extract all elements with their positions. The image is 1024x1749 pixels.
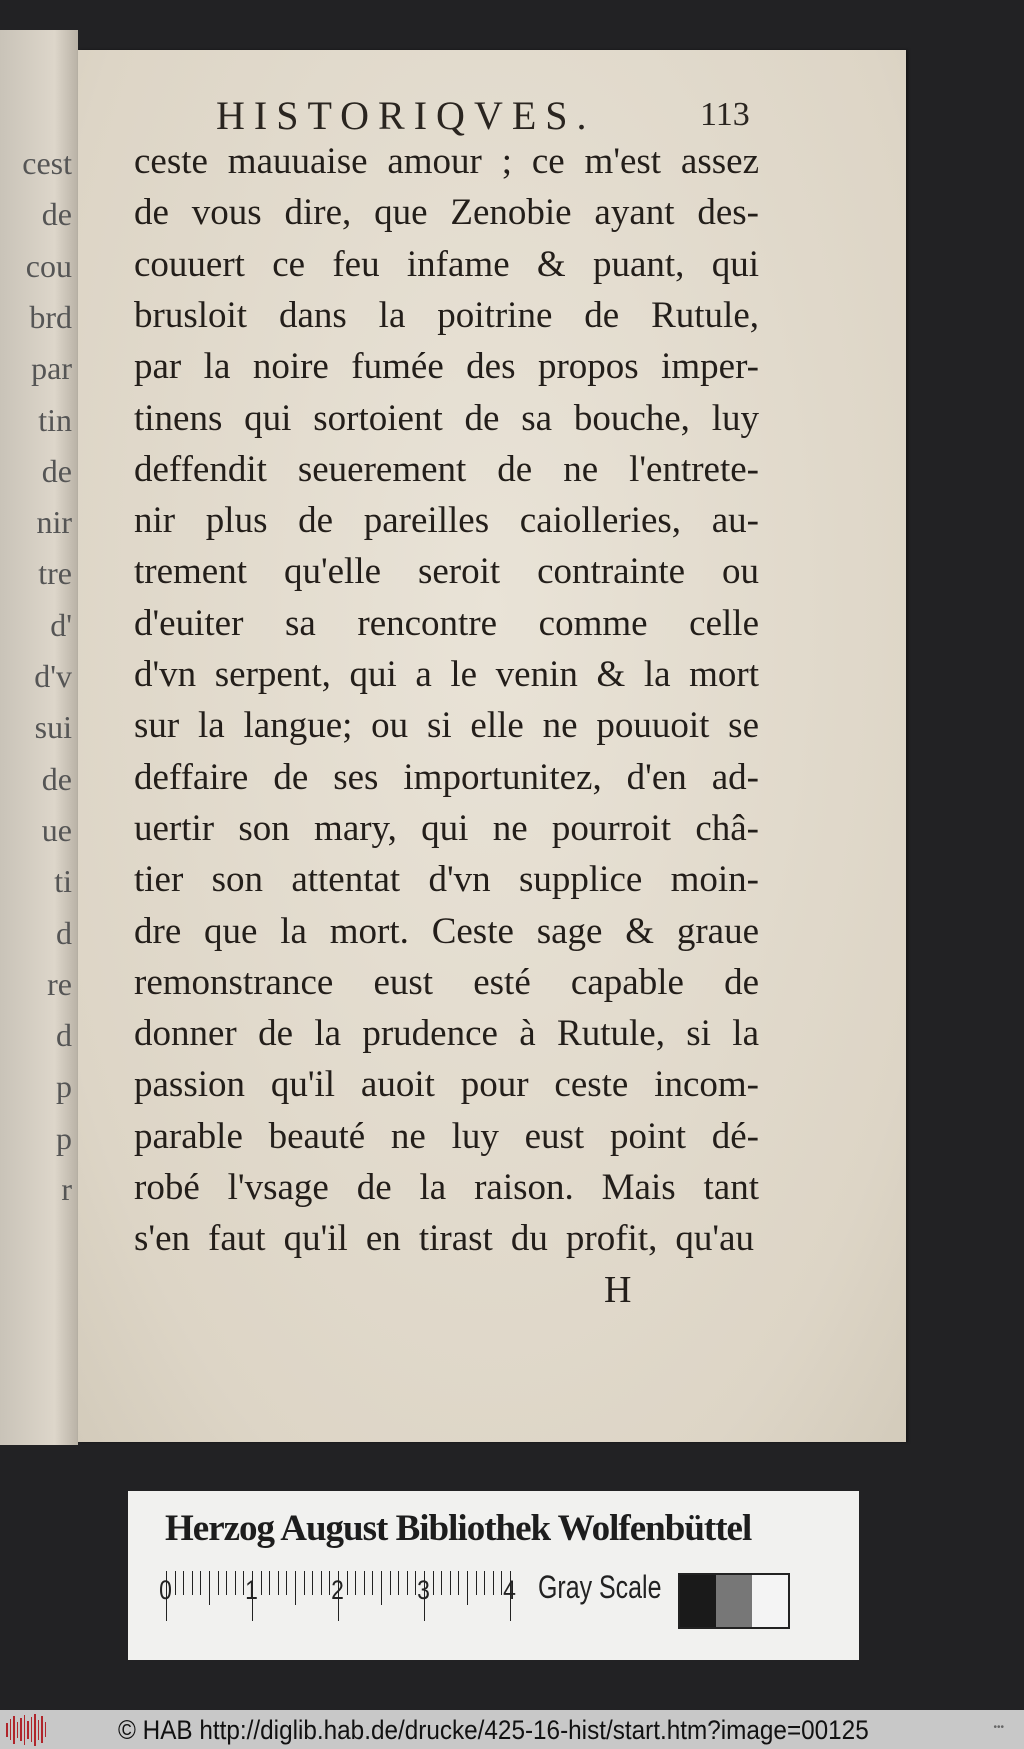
gray-scale-label: Gray Scale: [538, 1569, 662, 1605]
ruler-tick: [261, 1571, 262, 1595]
color-scale-card: [128, 1491, 859, 1660]
facing-page-fragment: cest: [22, 145, 72, 181]
text-line: robé l'vsage de la raison. Mais tant: [134, 1167, 759, 1208]
facing-page-fragment: brd: [29, 298, 72, 335]
logo-bar: [24, 1715, 26, 1745]
text-line: dre que la mort. Ceste sage & graue: [134, 910, 759, 952]
ruler-tick: [312, 1571, 313, 1595]
ruler-tick: [441, 1571, 442, 1595]
text-line: uertir son mary, qui ne pourroit châ-: [134, 807, 759, 849]
ruler-tick: [321, 1571, 322, 1595]
facing-page-fragment: re: [47, 965, 72, 1002]
footer-url[interactable]: © HAB http://diglib.hab.de/drucke/425-16-hist/start.htm?image=00125: [118, 1715, 869, 1745]
facing-page-fragment: ti: [54, 863, 72, 900]
text-line: deffaire de ses importunitez, d'en ad-: [134, 756, 759, 798]
logo-bar: [34, 1714, 36, 1746]
more-icon[interactable]: •••: [993, 1722, 1004, 1733]
facing-page-fragment: d': [50, 606, 72, 643]
text-line: d'vn serpent, qui a le venin & la mort: [134, 654, 759, 695]
ruler-number: 0: [159, 1575, 172, 1605]
ruler-tick: [450, 1571, 451, 1595]
ruler-tick: [218, 1571, 219, 1595]
ruler-tick: [269, 1571, 270, 1595]
text-line: nir plus de pareilles caiolleries, au-: [134, 500, 759, 542]
gray-scale-swatches: [678, 1573, 790, 1629]
ruler-tick: [286, 1571, 287, 1595]
facing-page-fragment: tre: [38, 555, 72, 592]
text-line: par la noire fumée des propos imper-: [134, 346, 759, 388]
ruler-tick: [476, 1571, 477, 1595]
ruler-tick: [390, 1571, 391, 1595]
ruler-number: 3: [417, 1575, 430, 1605]
gray-swatch: [716, 1575, 752, 1627]
ruler-tick: [493, 1571, 494, 1595]
ruler-tick: [484, 1571, 485, 1595]
logo-bar: [38, 1720, 40, 1740]
facing-page-fragment: p: [56, 1119, 72, 1156]
facing-page-fragment: d: [56, 1017, 72, 1054]
logo-bar: [45, 1722, 47, 1737]
facing-page-fragment: ue: [41, 811, 72, 848]
logo-bar: [6, 1723, 8, 1737]
ruler-number: 4: [503, 1575, 516, 1605]
text-line: brusloit dans la poitrine de Rutule,: [134, 294, 759, 336]
text-line: trement qu'elle seroit contrainte ou: [134, 551, 759, 593]
ruler-number: 2: [331, 1575, 344, 1605]
page-number: 113: [700, 96, 750, 133]
facing-page-fragment: de: [41, 196, 72, 233]
logo-bar: [41, 1716, 43, 1743]
logo-bar: [27, 1721, 29, 1739]
ruler-tick: [235, 1571, 236, 1595]
facing-page-fragment: par: [31, 350, 72, 387]
logo-bar: [31, 1717, 33, 1742]
ruler-tick: [407, 1571, 408, 1595]
ruler-tick: [226, 1571, 227, 1595]
ruler-tick: [183, 1571, 184, 1595]
text-line: s'en faut qu'il en tirast du profit, qu'au: [134, 1218, 754, 1260]
ruler-number: 1: [245, 1575, 258, 1605]
facing-page-fragment: d'v: [34, 658, 72, 694]
facing-page-fragment: de: [41, 452, 72, 489]
signature-mark: H: [604, 1269, 632, 1311]
text-line: de vous dire, que Zenobie ayant des-: [134, 192, 759, 234]
text-line: tinens qui sortoient de sa bouche, luy: [134, 397, 759, 439]
text-line: tier son attentat d'vn supplice moin-: [134, 859, 759, 901]
text-line: sur la langue; ou si elle ne pouuoit se: [134, 705, 759, 747]
footer-bar: [0, 1710, 1024, 1749]
ruler-tick: [381, 1571, 382, 1605]
ruler-tick: [347, 1571, 348, 1595]
text-line: couuert ce feu infame & puant, qui: [134, 243, 759, 285]
ruler-tick: [200, 1571, 201, 1595]
ruler-tick: [355, 1571, 356, 1595]
text-line: remonstrance eust esté capable de: [134, 961, 759, 1003]
logo-bar: [20, 1718, 22, 1741]
facing-page-fragment: r: [61, 1171, 72, 1207]
text-line: parable beauté ne luy eust point dé-: [134, 1115, 759, 1157]
facing-page-fragment: p: [56, 1068, 72, 1105]
text-line: donner de la prudence à Rutule, si la: [134, 1013, 759, 1055]
facing-page-fragment: cou: [25, 247, 72, 284]
text-line: d'euiter sa rencontre comme celle: [134, 602, 759, 644]
running-head: HISTORIQVES.: [216, 93, 596, 138]
logo-bar: [17, 1722, 19, 1738]
logo-bar: [10, 1719, 12, 1740]
facing-page-edge: [0, 30, 78, 1445]
library-name: Herzog August Bibliothek Wolfenbüttel: [165, 1508, 752, 1549]
logo-bar: [13, 1716, 15, 1744]
gray-swatch: [680, 1575, 716, 1627]
ruler-tick: [433, 1571, 434, 1595]
ruler-tick: [295, 1571, 296, 1605]
text-line: deffendit seuerement de ne l'entrete-: [134, 448, 759, 490]
ruler-tick: [458, 1571, 459, 1595]
facing-page-fragment: de: [41, 760, 72, 797]
text-line: passion qu'il auoit pour ceste incom-: [134, 1064, 759, 1106]
ruler-tick: [364, 1571, 365, 1595]
ruler-tick: [192, 1571, 193, 1595]
ruler-tick: [467, 1571, 468, 1605]
ruler-tick: [175, 1571, 176, 1595]
ruler-tick: [209, 1571, 210, 1605]
ruler-tick: [372, 1571, 373, 1595]
facing-page-fragment: sui: [34, 709, 72, 746]
hab-logo-icon: [6, 1713, 46, 1746]
ruler-tick: [278, 1571, 279, 1595]
text-line: ceste mauuaise amour ; ce m'est assez: [134, 141, 759, 182]
facing-page-fragment: tin: [38, 401, 72, 438]
facing-page-fragment: nir: [36, 504, 72, 541]
gray-swatch: [752, 1575, 788, 1627]
ruler-tick: [304, 1571, 305, 1595]
facing-page-fragment: d: [56, 914, 72, 951]
ruler-tick: [398, 1571, 399, 1595]
